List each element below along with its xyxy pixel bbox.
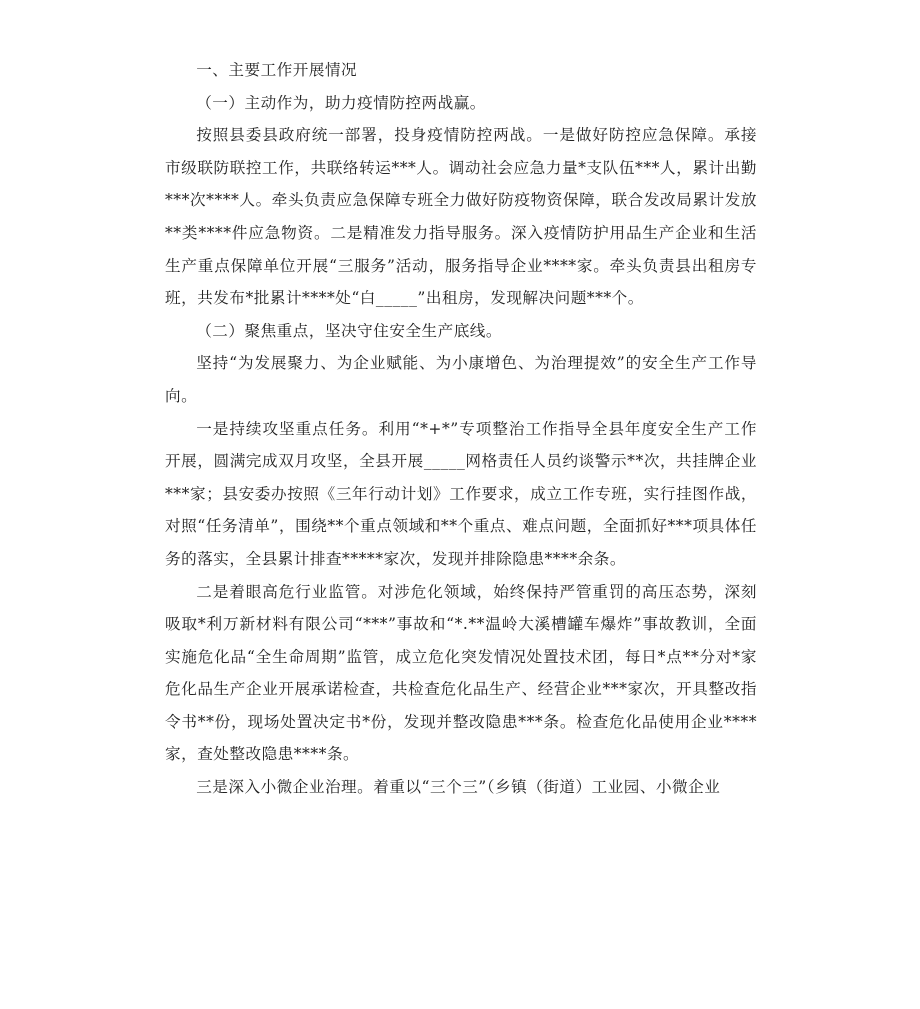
paragraph-work-orientation: 坚持“为发展聚力、为企业赋能、为小康增色、为治理提效”的安全生产工作导向。 — [165, 354, 757, 405]
paragraph-small-enterprise: 三是深入小微企业治理。着重以“三个三”（乡镇（街道）工业园、小微企业 — [196, 778, 721, 797]
subsection-heading-1: （一）主动作为，助力疫情防控两战赢。 — [196, 93, 486, 112]
section-heading: 一、主要工作开展情况 — [196, 61, 358, 79]
subsection-heading-2: （二）聚焦重点，坚决守住安全生产底线。 — [196, 321, 502, 340]
paragraph-hazardous-supervision: 二是着眼高危行业监管。对涉危化领域，始终保持严管重罚的高压态势，深刻吸取*利万新材料有限公司“***”事故和“*.**温岭大溪槽罐车爆炸”事故教训，全面实施危化品“全生命周期”监管，成立危化突发情况处置技术团，每日*点**分对*家危化品生产企业开展承诺检查，共检查危化品生产、经营企业***家次，开具整改指令书**份，现场处置决定书*份，发现并整改隐患***条。检查危化品使用企业****家，查处整改隐患****条。 — [165, 582, 757, 764]
paragraph-epidemic-response: 按照县委县政府统一部署，投身疫情防控两战。一是做好防控应急保障。承接市级联防联控工作，共联络转运***人。调动社会应急力量*支队伍***人，累计出勤***次****人。牵头负责应急保障专班全力做好防疫物资保障，联合发改局累计发放**类****件应急物资。二是精准发力指导服务。深入疫情防护用品生产企业和生活生产重点保障单位开展“三服务”活动，服务指导企业****家。牵头负责县出租房专班，共发布*批累计****处“白_____”出租房，发现解决问题***个。 — [165, 126, 757, 308]
paragraph-key-tasks: 一是持续攻坚重点任务。利用“*+*”专项整治工作指导全县年度安全生产工作开展，圆满完成双月攻坚，全县开展_____网格责任人员约谈警示**次，共挂牌企业***家；县安委办按照《三年行动计划》工作要求，成立工作专班，实行挂图作战，对照“任务清单”，围绕**个重点领域和**个重点、难点问题，全面抓好***项具体任务的落实，全县累计排查*****家次，发现并排除隐患****余条。 — [165, 419, 757, 568]
document-body — [165, 54, 757, 804]
